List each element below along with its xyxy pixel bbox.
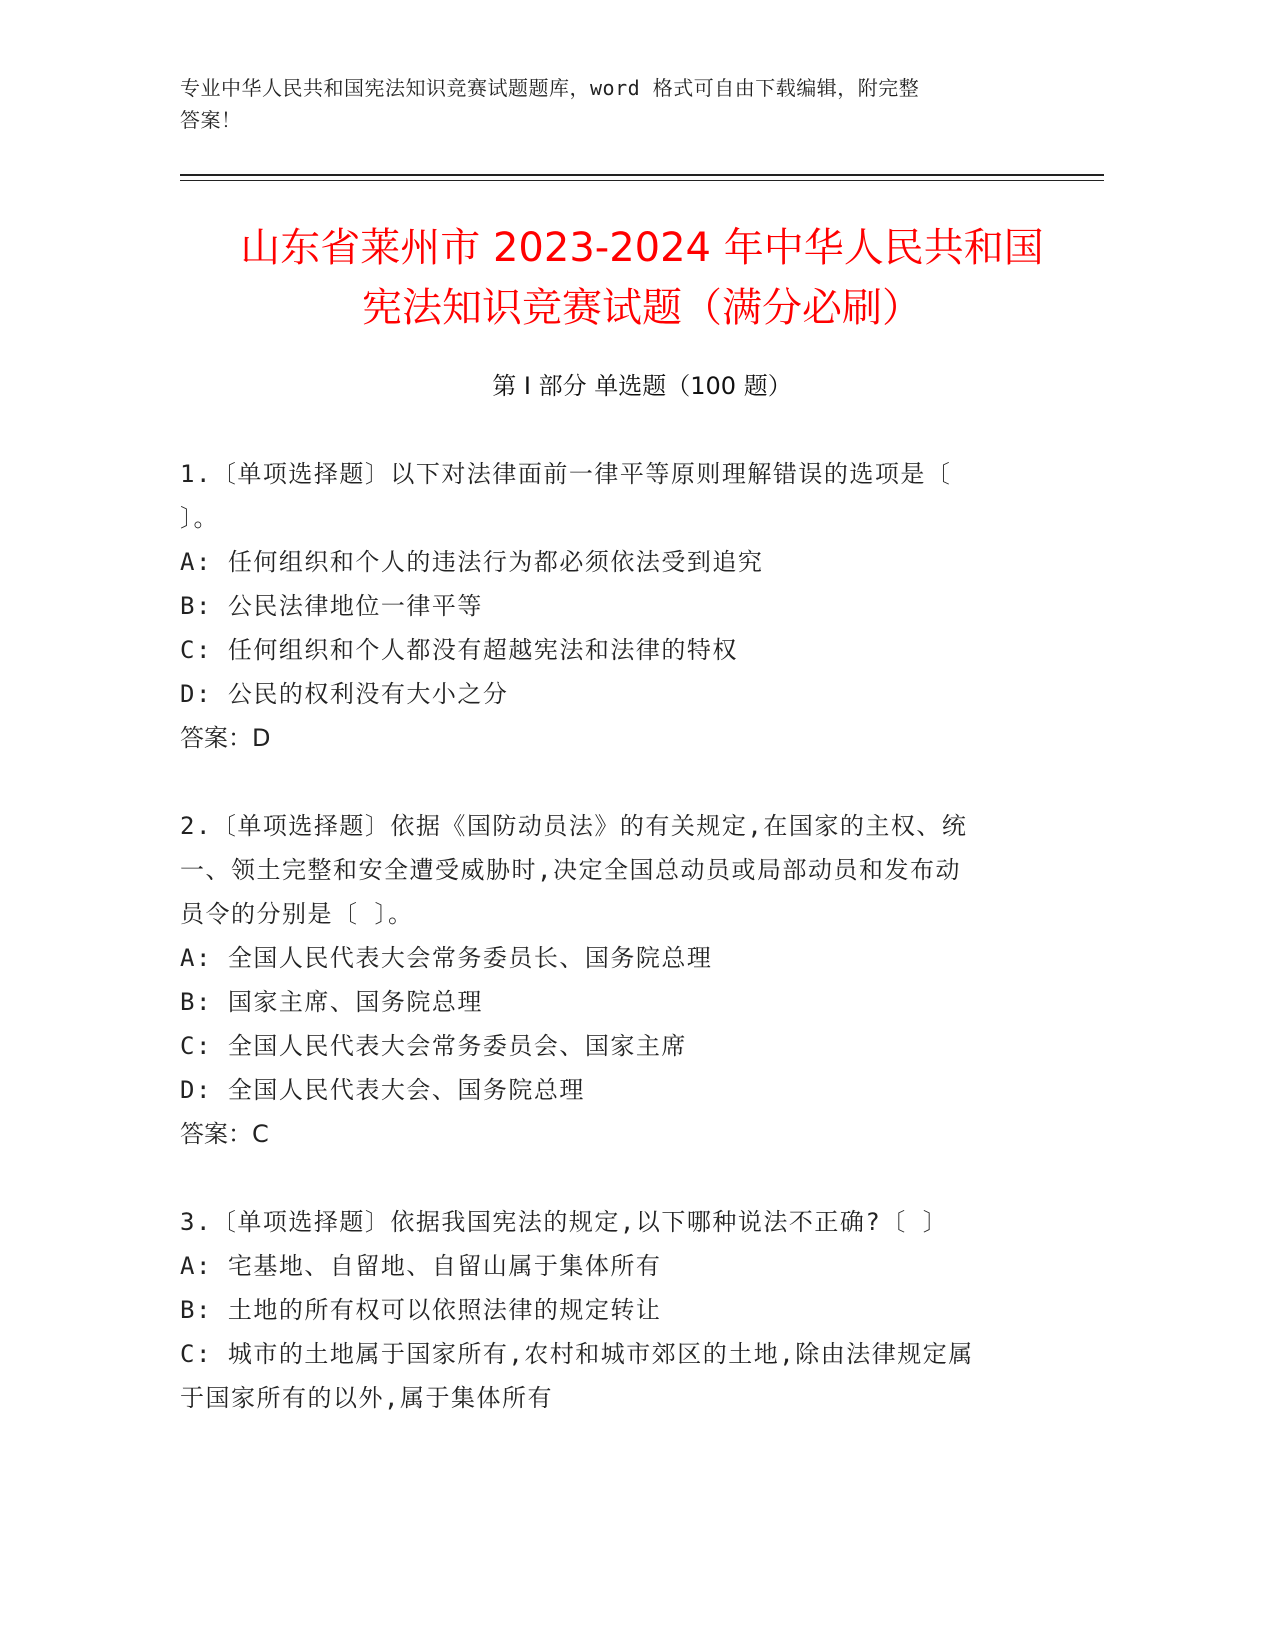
header-divider-thick — [180, 174, 1104, 176]
answer-line: 答案：D — [180, 724, 271, 752]
question-stem: 一、领土完整和安全遭受威胁时,决定全国总动员或局部动员和发布动 — [180, 856, 961, 884]
header-note — [180, 72, 1040, 136]
header-divider-thin — [180, 180, 1104, 181]
question-item — [180, 804, 1040, 1156]
document-title-line: 宪法知识竞赛试题（满分必刷） — [362, 285, 922, 331]
header-note-line: 答案！ — [180, 108, 242, 132]
option-a: A: 宅基地、自留地、自留山属于集体所有 — [180, 1252, 662, 1280]
question-stem: 1.〔单项选择题〕以下对法律面前一律平等原则理解错误的选项是〔 — [180, 460, 952, 488]
option-a: A: 任何组织和个人的违法行为都必须依法受到追究 — [180, 548, 764, 576]
question-item — [180, 452, 1040, 760]
document-title — [180, 218, 1104, 338]
option-c: C: 任何组织和个人都没有超越宪法和法律的特权 — [180, 636, 738, 664]
option-c: C: 城市的土地属于国家所有,农村和城市郊区的土地,除由法律规定属 — [180, 1340, 974, 1368]
answer-line: 答案：C — [180, 1120, 269, 1148]
option-b: B: 国家主席、国务院总理 — [180, 988, 483, 1016]
option-c: C: 全国人民代表大会常务委员会、国家主席 — [180, 1032, 687, 1060]
header-note-line: 专业中华人民共和国宪法知识竞赛试题题库，word 格式可自由下载编辑，附完整 — [180, 76, 920, 100]
document-title-line: 山东省莱州市 2023-2024 年中华人民共和国 — [240, 225, 1044, 271]
option-b: B: 土地的所有权可以依照法律的规定转让 — [180, 1296, 662, 1324]
question-stem: 〕。 — [180, 504, 219, 532]
question-stem: 3.〔单项选择题〕依据我国宪法的规定,以下哪种说法不正确?〔 〕 — [180, 1208, 949, 1236]
option-c-continued: 于国家所有的以外,属于集体所有 — [180, 1384, 553, 1412]
option-b: B: 公民法律地位一律平等 — [180, 592, 483, 620]
section-heading: 第 I 部分 单选题（100 题） — [492, 372, 792, 400]
question-stem: 2.〔单项选择题〕依据《国防动员法》的有关规定,在国家的主权、统 — [180, 812, 968, 840]
option-d: D: 全国人民代表大会、国务院总理 — [180, 1076, 585, 1104]
question-item — [180, 1200, 1040, 1420]
question-stem: 员令的分别是〔 〕。 — [180, 900, 414, 928]
option-a: A: 全国人民代表大会常务委员长、国务院总理 — [180, 944, 713, 972]
question-list — [180, 452, 1040, 1464]
option-d: D: 公民的权利没有大小之分 — [180, 680, 509, 708]
